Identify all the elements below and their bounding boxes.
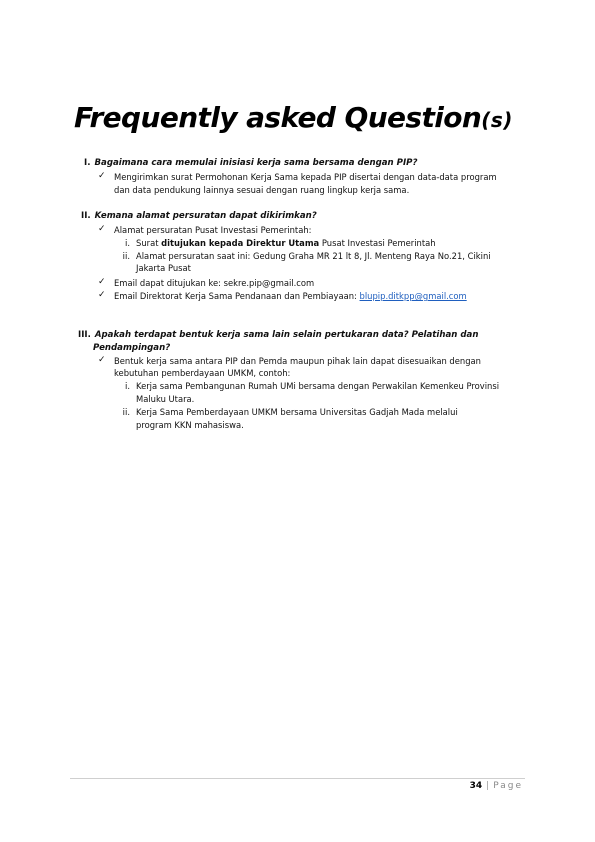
answer-3-sub-2-line-1: Kerja Sama Pemberdayaan UMKM bersama Universitas Gadjah Mada melalui	[136, 407, 458, 417]
page-number: 34	[469, 781, 483, 791]
footer-separator: |	[486, 781, 490, 791]
page-label: Page	[493, 781, 523, 791]
answer-2-sub-2-line-1: Alamat persuratan saat ini: Gedung Graha MR 21 lt 8, Jl. Menteng Raya No.21, Cikini	[136, 251, 491, 261]
answer-3-line-2: kebutuhan pemberdayaan UMKM, contoh:	[114, 368, 291, 378]
numeral-i: i.	[125, 238, 130, 248]
answer-3-sub-1-line-1: Kerja sama Pembangunan Rumah UMi bersama dengan Perwakilan Kemenkeu Provinsi	[136, 381, 500, 391]
answer-3-sub-2-line-2: program KKN mahasiswa.	[136, 420, 244, 430]
question-3-line-2: Pendampingan?	[93, 343, 171, 353]
numeral-ii: ii.	[122, 407, 130, 417]
answer-3-line-1: Bentuk kerja sama antara PIP dan Pemda maupun pihak lain dapat disesuaikan dengan	[114, 356, 481, 366]
answer-2-bullet-3: Email Direktorat Kerja Sama Pendanaan dan Pembiayaan: blupip.ditkpp@gmail.com	[114, 291, 467, 301]
answer-1-line-2: dan data pendukung lainnya sesuai dengan ruang lingkup kerja sama.	[114, 185, 410, 195]
page-title: Frequently asked Question(s)	[74, 101, 513, 134]
answer-2-sub-2-line-2: Jakarta Pusat	[136, 263, 191, 273]
question-2: II. Kemana alamat persuratan dapat dikirimkan?	[81, 211, 317, 221]
checkmark-icon: ✓	[98, 290, 106, 300]
answer-2-bullet-2: Email dapat ditujukan ke: sekre.pip@gmail.com	[114, 278, 315, 288]
footer-divider	[70, 778, 525, 779]
question-1: I. Bagaimana cara memulai inisiasi kerja sama bersama dengan PIP?	[84, 158, 418, 168]
page-footer	[470, 781, 523, 791]
checkmark-icon: ✓	[98, 277, 106, 287]
checkmark-icon: ✓	[98, 171, 106, 181]
checkmark-icon: ✓	[98, 224, 106, 234]
numeral-ii: ii.	[122, 251, 130, 261]
email-link[interactable]: blupip.ditkpp@gmail.com	[359, 291, 467, 301]
numeral-i: i.	[125, 381, 130, 391]
answer-2-bullet-1: Alamat persuratan Pusat Investasi Pemerintah:	[114, 225, 312, 235]
checkmark-icon: ✓	[98, 355, 106, 365]
answer-3-sub-1-line-2: Maluku Utara.	[136, 394, 195, 404]
answer-2-sub-1: Surat ditujukan kepada Direktur Utama Pusat Investasi Pemerintah	[136, 238, 436, 248]
question-3: III. Apakah terdapat bentuk kerja sama lain selain pertukaran data? Pelatihan dan	[78, 330, 479, 340]
answer-1-line-1: Mengirimkan surat Permohonan Kerja Sama kepada PIP disertai dengan data-data program	[114, 172, 497, 182]
